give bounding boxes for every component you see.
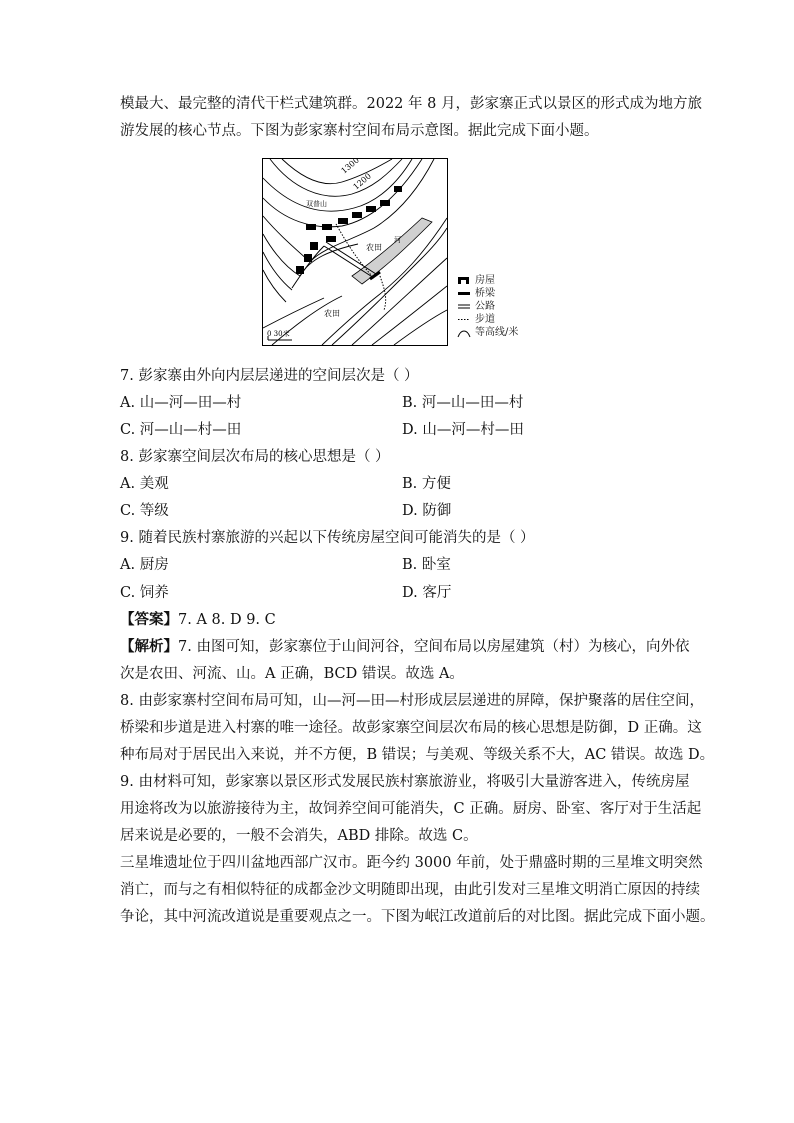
answer-label: 【答案】 — [120, 611, 178, 628]
analysis-line-3: 8. 由彭家寨村空间布局可知，山—河—田—村形成层层递进的屏障，保护聚落的居住空间， — [120, 693, 704, 709]
intro-line-1: 模最大、最完整的清代干栏式建筑群。2022 年 8 月，彭家寨正式以景区的形式成为地方旅 — [120, 96, 702, 112]
bridge-icon — [456, 287, 472, 300]
q9-option-a: A. 厨房 — [120, 557, 169, 573]
q8-option-b: B. 方便 — [402, 476, 451, 492]
analysis-line-8: 居来说是必要的，一般不会消失，ABD 排除。故选 C。 — [120, 828, 478, 844]
map-svg — [262, 158, 448, 346]
analysis-line-5: 种布局对于居民出入来说，并不方便，B 错误；与美观、等级关系不大，AC 错误。故选 D。 — [120, 747, 715, 763]
question-8-stem: 8. 彭家寨空间层次布局的核心思想是（ ） — [120, 449, 390, 465]
river-label: 河 — [394, 236, 401, 244]
farmland-upper-label: 农田 — [366, 243, 382, 252]
analysis-text-1: 7. 由图可知，彭家寨位于山间河谷，空间布局以房屋建筑（村）为核心，向外依 — [178, 639, 690, 655]
q9-option-d: D. 客厅 — [402, 585, 452, 601]
q9-option-b: B. 卧室 — [402, 557, 451, 573]
farmland-lower-label: 农田 — [324, 309, 340, 318]
question-7-stem: 7. 彭家寨由外向内层层递进的空间层次是（ ） — [120, 368, 419, 384]
legend-label-contour: 等高线/米 — [475, 327, 519, 338]
q7-option-d: D. 山—河—村—田 — [402, 422, 524, 438]
question-9-stem: 9. 随着民族村寨旅游的兴起以下传统房屋空间可能消失的是（ ） — [120, 530, 535, 546]
analysis-line-2: 次是农田、河流、山。A 正确，BCD 错误。故选 A。 — [120, 666, 464, 682]
q8-option-a: A. 美观 — [120, 476, 169, 492]
legend-label-footpath: 步道 — [475, 314, 495, 325]
answer-text: 7. A 8. D 9. C — [178, 612, 276, 628]
legend-label-house: 房屋 — [475, 275, 495, 286]
road-icon — [456, 300, 472, 313]
contour-icon — [456, 326, 472, 339]
analysis-label: 【解析】 — [120, 638, 178, 655]
answer-line — [120, 610, 276, 630]
q9-option-c: C. 饲养 — [120, 585, 169, 601]
legend-label-bridge: 桥梁 — [475, 288, 495, 299]
analysis-line-1 — [120, 637, 689, 657]
q7-option-a: A. 山—河—田—村 — [120, 395, 242, 411]
intro-line-2: 游发展的核心节点。下图为彭家寨村空间布局示意图。据此完成下面小题。 — [120, 123, 599, 139]
contour-label-1200: 1200 — [351, 171, 373, 192]
legend-house — [456, 274, 518, 287]
next-intro-line-1: 三星堆遗址位于四川盆地西部广汉市。距今约 3000 年前，处于鼎盛时期的三星堆文明突然 — [120, 855, 703, 871]
footpath-icon — [456, 313, 472, 326]
legend-contour — [456, 326, 518, 339]
legend-label-road: 公路 — [475, 301, 495, 312]
house-icon — [456, 274, 472, 287]
q8-option-c: C. 等级 — [120, 503, 169, 519]
scale-label: 0 30米 — [267, 330, 290, 338]
map-legend — [456, 274, 518, 339]
analysis-line-7: 用途将改为以旅游接待为主，故饲养空间可能消失，C 正确。厨房、卧室、客厅对于生活起 — [120, 801, 702, 817]
legend-road — [456, 300, 518, 313]
village-layout-map — [262, 158, 448, 346]
legend-bridge — [456, 287, 518, 300]
next-intro-line-2: 消亡，而与之有相似特征的成都金沙文明随即出现，由此引发对三星堆文明消亡原因的持续 — [120, 882, 700, 898]
next-intro-line-3: 争论，其中河流改道说是重要观点之一。下图为岷江改道前后的对比图。据此完成下面小题。 — [120, 909, 715, 925]
contour-label-1300: 1300 — [339, 158, 361, 176]
legend-footpath — [456, 313, 518, 326]
analysis-line-6: 9. 由材料可知，彭家寨以景区形式发展民族村寨旅游业，将吸引大量游客进入，传统房屋 — [120, 774, 690, 790]
q8-option-d: D. 防御 — [402, 503, 452, 519]
analysis-line-4: 桥梁和步道是进入村寨的唯一途径。故彭家寨空间层次布局的核心思想是防御，D 正确。这 — [120, 720, 702, 736]
q7-option-c: C. 河—山—村—田 — [120, 422, 242, 438]
q7-option-b: B. 河—山—田—村 — [402, 395, 524, 411]
mountain-label: 双普山 — [306, 200, 327, 208]
